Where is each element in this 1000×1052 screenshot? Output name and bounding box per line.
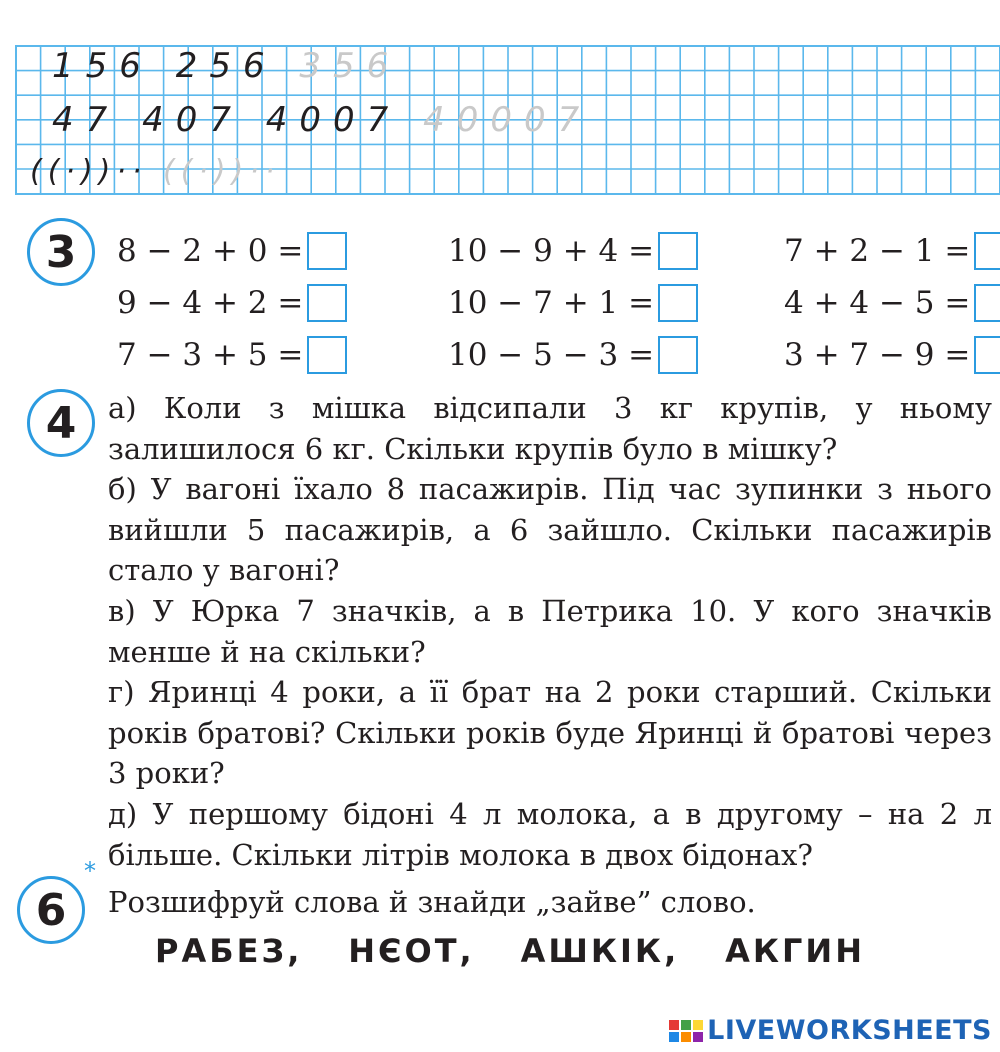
equation-text: 10 − 7 + 1 = — [448, 285, 655, 321]
equation-text: 8 − 2 + 0 = — [117, 233, 304, 269]
equation-text: 10 − 9 + 4 = — [448, 233, 655, 269]
equation-text: 10 − 5 − 3 = — [448, 337, 655, 373]
equation-text: 7 − 3 + 5 = — [117, 337, 304, 373]
difficulty-star-icon: * — [84, 857, 96, 885]
liveworksheets-logo[interactable] — [669, 1015, 992, 1046]
equation — [448, 282, 698, 324]
grid-row-2 — [52, 100, 591, 140]
scrambled-words — [155, 932, 865, 970]
equation — [448, 230, 698, 272]
practice-grid — [0, 0, 1000, 200]
grid-trace-1: 356 — [299, 46, 401, 86]
equation-text: 3 + 7 − 9 = — [784, 337, 971, 373]
scrambled-word: РАБЕЗ, — [155, 932, 303, 970]
equation-text: 7 + 2 − 1 = — [784, 233, 971, 269]
answer-box[interactable] — [307, 232, 347, 270]
equation-text: 4 + 4 − 5 = — [784, 285, 971, 321]
task-6-instruction: Розшифруй слова й знайди „зайве” слово. — [108, 885, 756, 919]
answer-box[interactable] — [974, 336, 1000, 374]
answer-box[interactable] — [658, 284, 698, 322]
task-3-number: 3 — [27, 218, 95, 286]
equation — [448, 334, 698, 376]
logo-blocks-icon — [669, 1020, 703, 1042]
task-4-number: 4 — [27, 389, 95, 457]
equation-text: 9 − 4 + 2 = — [117, 285, 304, 321]
grid-row-1 — [52, 46, 400, 86]
problem-d: д) У першому бідоні 4 л молока, а в другому – на 2 л більше. Скільки літрів молока в двох бідонах? — [108, 797, 992, 872]
equation — [117, 230, 347, 272]
equation — [784, 334, 1000, 376]
problem-b: б) У вагоні їхало 8 пасажирів. Під час зупинки з нього вийшли 5 пасажирів, а 6 зайшло. Скільки пасажирів стало у вагоні? — [108, 472, 992, 587]
equation — [784, 230, 1000, 272]
answer-box[interactable] — [974, 284, 1000, 322]
problem-g: г) Яринці 4 роки, а її брат на 2 роки старший. Скільки років братові? Скільки років буде Яринці й братові через 3 роки? — [108, 675, 992, 790]
answer-box[interactable] — [658, 336, 698, 374]
problem-a: а) Коли з мішка відсипали 3 кг крупів, у ньому залишилося 6 кг. Скільки крупів було в мішку? — [108, 391, 992, 466]
equation — [117, 334, 347, 376]
problem-v: в) У Юрка 7 значків, а в Петрика 10. У кого значків менше й на скільки? — [108, 594, 992, 669]
answer-box[interactable] — [307, 336, 347, 374]
scrambled-word: АШКІК, — [520, 932, 680, 970]
grid-trace-2: 40007 — [423, 100, 592, 140]
scrambled-word: НЄОТ, — [348, 932, 475, 970]
answer-box[interactable] — [307, 284, 347, 322]
task-6-number: 6 — [17, 876, 85, 944]
scrambled-word: АКГИН — [725, 932, 865, 970]
logo-text: LIVEWORKSHEETS — [707, 1015, 992, 1046]
grid-written-3: ((·))·· — [30, 154, 148, 189]
answer-box[interactable] — [974, 232, 1000, 270]
answer-box[interactable] — [658, 232, 698, 270]
grid-row-3 — [30, 154, 280, 189]
grid-trace-3: ((·))·· — [162, 154, 281, 189]
grid-written-2: 47 407 4007 — [52, 100, 401, 140]
grid-written-1: 156 256 — [52, 46, 277, 86]
equation — [117, 282, 347, 324]
equation — [784, 282, 1000, 324]
